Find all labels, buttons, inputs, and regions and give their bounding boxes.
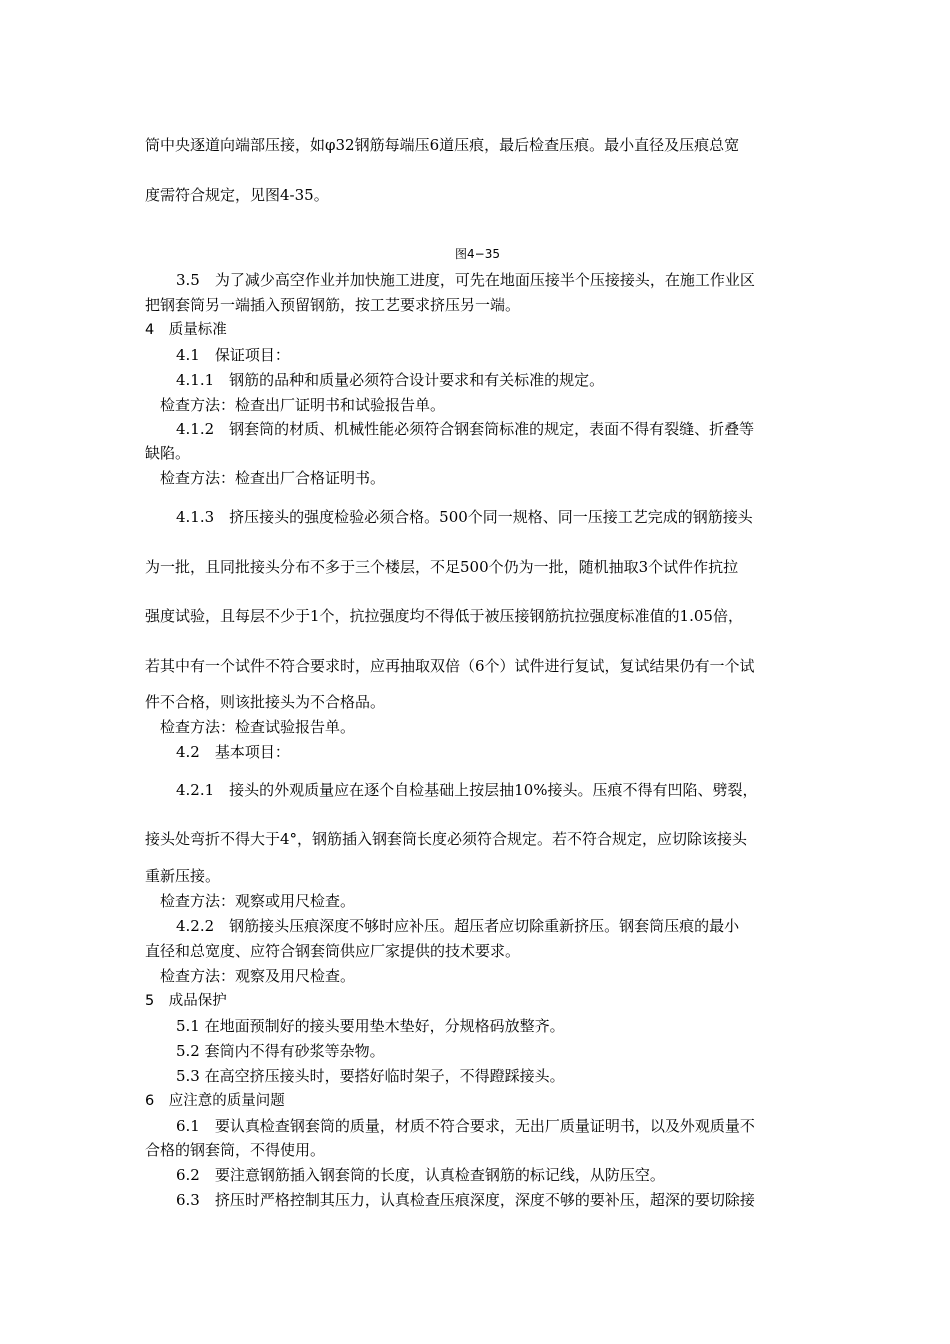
- body-line: 直径和总宽度、应符合钢套筒供应厂家提供的技术要求。: [145, 942, 521, 960]
- body-line: 4.1.3 挤压接头的强度检验必须合格。500个同一规格、同一压接工艺完成的钢筋接头: [176, 508, 753, 526]
- check-method: 检查方法：检查试验报告单。: [160, 718, 356, 736]
- body-line: 4.2.1 接头的外观质量应在逐个自检基础上按层抽10%接头。压痕不得有凹陷、劈裂，: [176, 781, 758, 799]
- body-line: 4.1.2 钢套筒的材质、机械性能必须符合钢套筒标准的规定，表面不得有裂缝、折叠等: [176, 420, 755, 438]
- body-line: 4.1.1 钢筋的品种和质量必须符合设计要求和有关标准的规定。: [176, 371, 605, 389]
- body-line: 把钢套筒另一端插入预留钢筋，按工艺要求挤压另一端。: [145, 296, 521, 314]
- body-line: 6.3 挤压时严格控制其压力，认真检查压痕深度，深度不够的要补压，超深的要切除接: [176, 1191, 755, 1209]
- body-line: 筒中央逐道向端部压接，如φ32钢筋每端压6道压痕，最后检查压痕。最小直径及压痕总宽: [145, 136, 740, 154]
- list-item: 5.3 在高空挤压接头时，要搭好临时架子，不得蹬踩接头。: [176, 1067, 565, 1085]
- body-line: 件不合格，则该批接头为不合格品。: [145, 693, 386, 711]
- check-method: 检查方法：观察及用尺检查。: [160, 967, 356, 985]
- section-heading: 5 成品保护: [145, 993, 227, 1009]
- section-heading: 4 质量标准: [145, 322, 227, 338]
- body-line: 强度试验，且每层不少于1个，抗拉强度均不得低于被压接钢筋抗拉强度标准值的1.05倍，: [145, 607, 743, 625]
- body-line: 若其中有一个试件不符合要求时，应再抽取双倍（6个）试件进行复试，复试结果仍有一个试: [145, 657, 755, 675]
- body-line: 3.5 为了减少高空作业并加快施工进度，可先在地面压接半个压接接头，在施工作业区: [176, 271, 755, 289]
- body-line: 合格的钢套筒，不得使用。: [145, 1141, 326, 1159]
- body-line: 缺陷。: [145, 444, 191, 462]
- body-line: 6.2 要注意钢筋插入钢套筒的长度，认真检查钢筋的标记线，从防压空。: [176, 1166, 665, 1184]
- body-line: 4.2.2 钢筋接头压痕深度不够时应补压。超压者应切除重新挤压。钢套筒压痕的最小: [176, 917, 740, 935]
- section-heading: 6 应注意的质量问题: [145, 1093, 285, 1109]
- body-line: 度需符合规定，见图4-35。: [145, 186, 329, 204]
- check-method: 检查方法：检查出厂合格证明书。: [160, 469, 386, 487]
- body-line: 重新压接。: [145, 867, 221, 885]
- body-line: 接头处弯折不得大于4°，钢筋插入钢套筒长度必须符合规定。若不符合规定，应切除该接头: [145, 830, 748, 848]
- check-method: 检查方法：观察或用尺检查。: [160, 892, 356, 910]
- body-line: 6.1 要认真检查钢套筒的质量，材质不符合要求，无出厂质量证明书，以及外观质量不: [176, 1117, 755, 1135]
- figure-caption: 图4−35: [455, 247, 500, 261]
- list-item: 5.2 套筒内不得有砂浆等杂物。: [176, 1042, 385, 1060]
- subsection-heading: 4.1 保证项目：: [176, 346, 290, 364]
- check-method: 检查方法：检查出厂证明书和试验报告单。: [160, 396, 446, 414]
- body-line: 为一批，且同批接头分布不多于三个楼层，不足500个仍为一批，随机抽取3个试件作抗拉: [145, 558, 739, 576]
- subsection-heading: 4.2 基本项目：: [176, 743, 290, 761]
- list-item: 5.1 在地面预制好的接头要用垫木垫好，分规格码放整齐。: [176, 1017, 565, 1035]
